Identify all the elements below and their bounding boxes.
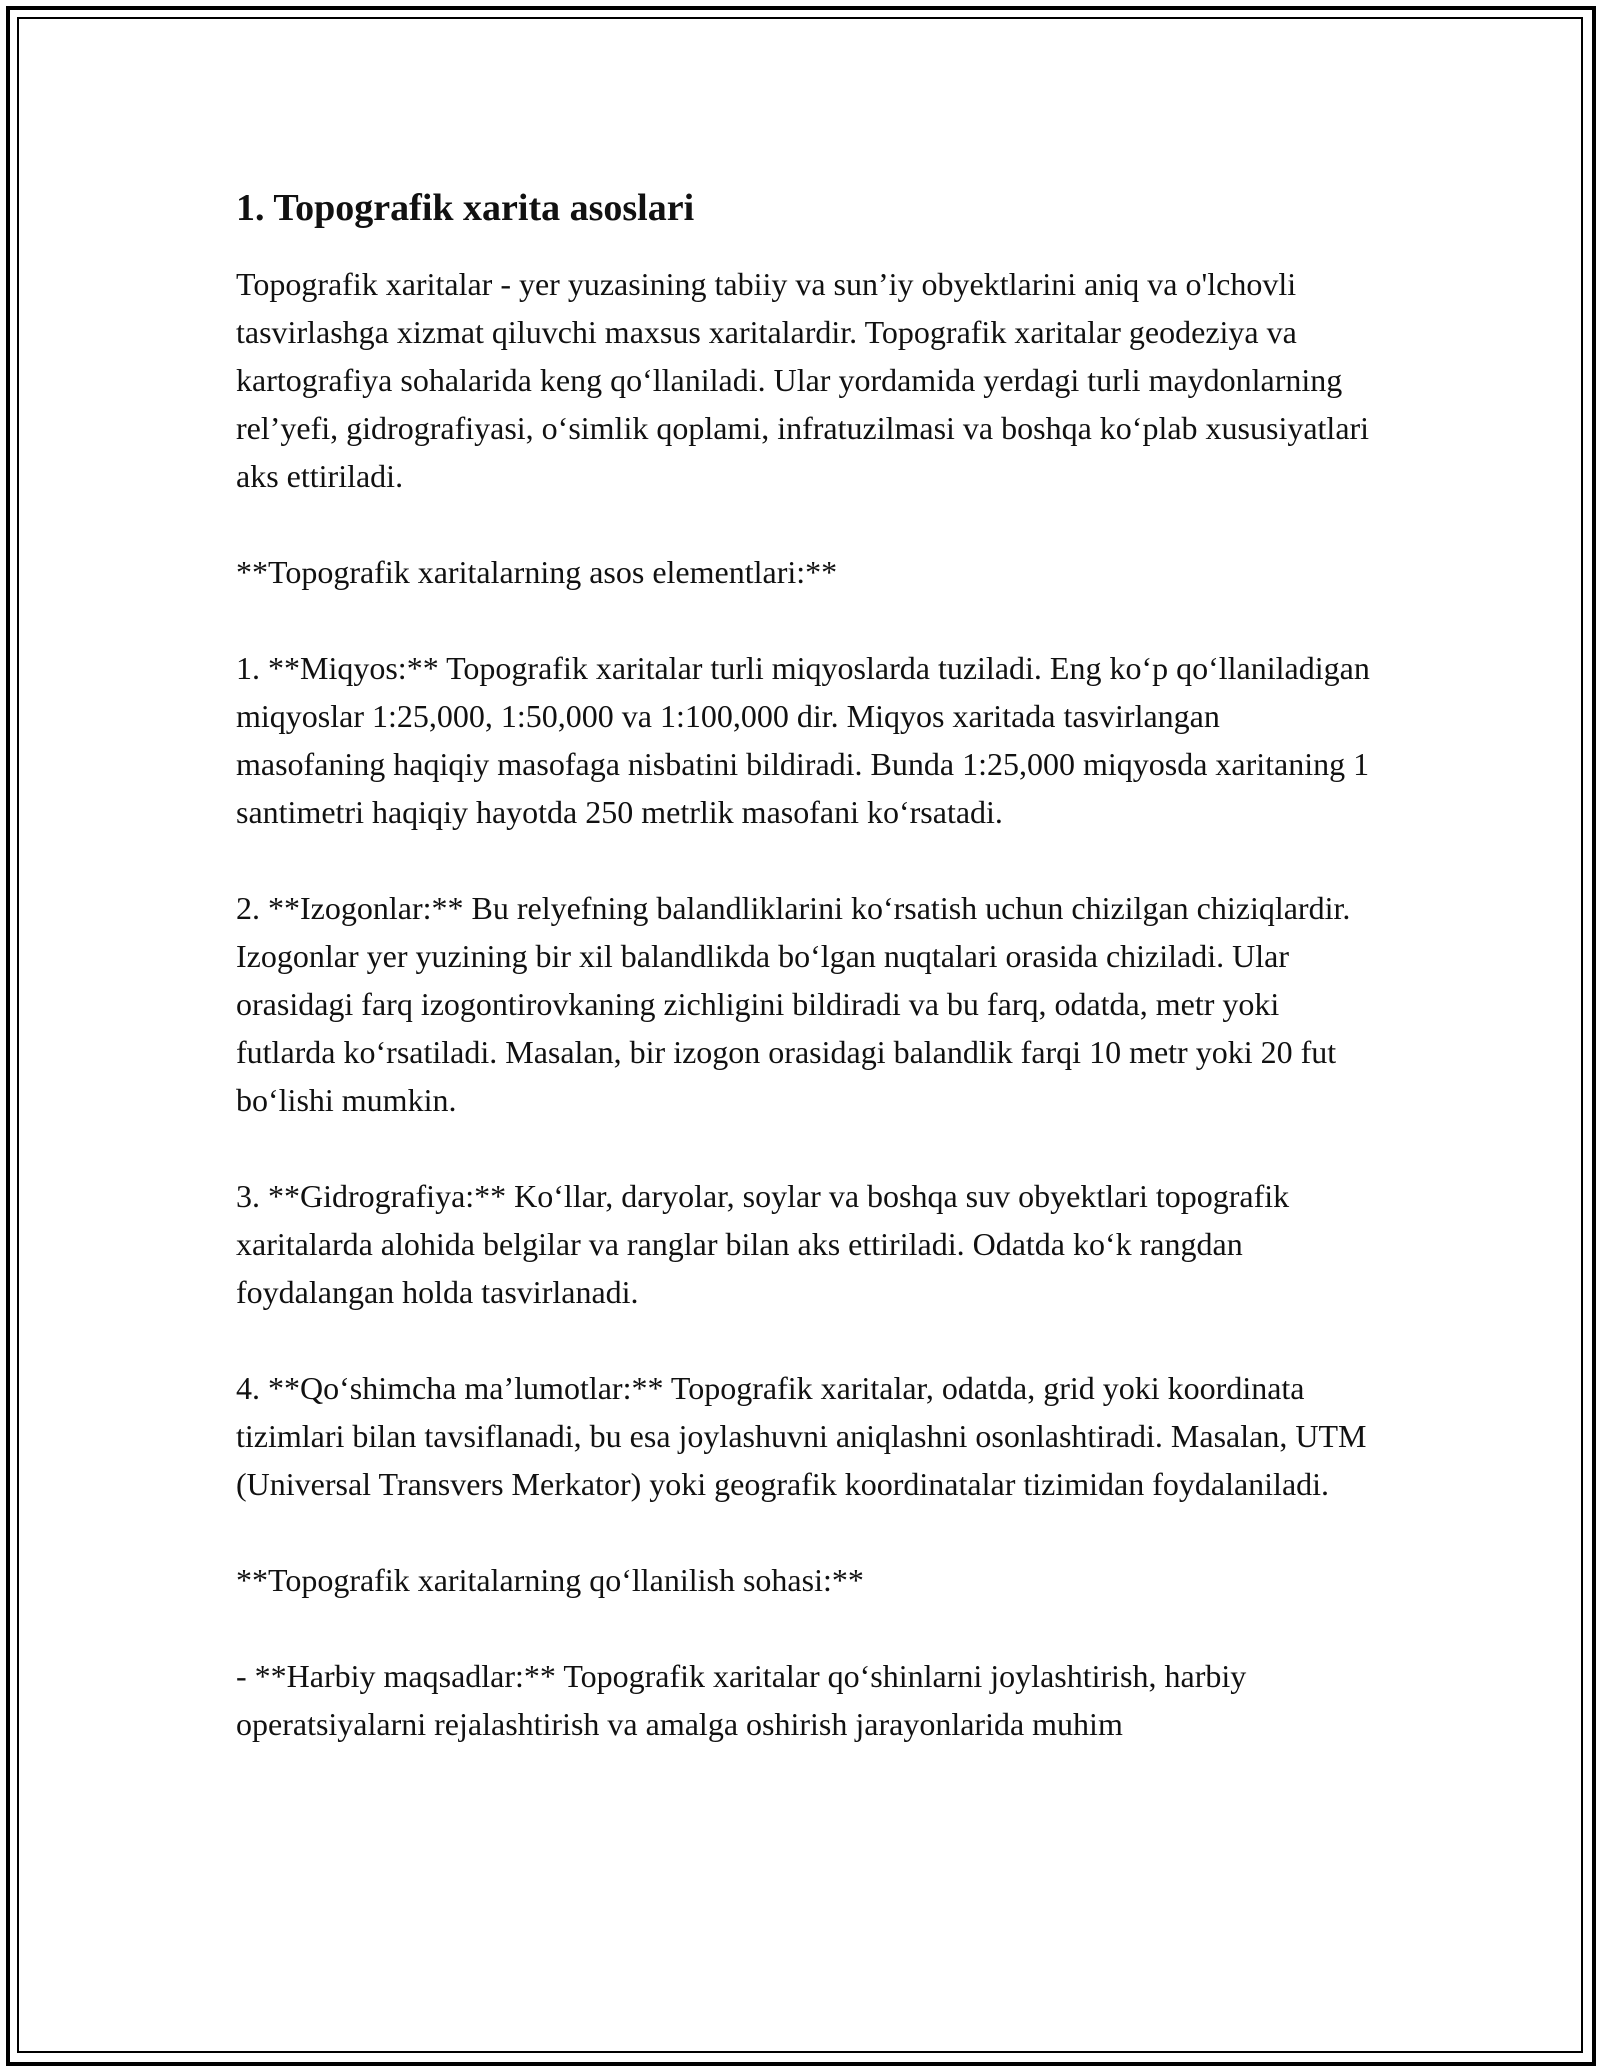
item-scale-paragraph: 1. **Miqyos:** Topografik xaritalar turli miqyoslarda tuziladi. Eng ko‘p qo‘llaniladigan miqyoslar 1:25,000, 1:50,000 va 1:100,000 dir. Miqyos xaritada tasvirlangan masofaning haqiqiy masofaga nisbatini bildiradi. Bunda 1:25,000 miqyosda xaritaning 1 santimetri haqiqiy hayotda 250 metrlik masofani ko‘rsatadi. — [236, 650, 1370, 830]
usage-heading: **Topografik xaritalarning qo‘llanilish sohasi:** — [236, 1562, 864, 1598]
elements-heading: **Topografik xaritalarning asos elementlari:** — [236, 554, 838, 590]
item-contours-paragraph: 2. **Izogonlar:** Bu relyefning balandliklarini ko‘rsatish uchun chizilgan chiziqlardir. Izogonlar yer yuzining bir xil balandlikda bo‘lgan nuqtalari orasida chiziladi. Ular orasidagi farq izogontirovkaning zichligini bildiradi va bu farq, odatda, metr yoki futlarda ko‘rsatiladi. Masalan, bir izogon orasidagi balandlik farqi 10 metr yoki 20 fut bo‘lishi mumkin. — [236, 890, 1351, 1118]
item-additional-info-paragraph: 4. **Qo‘shimcha ma’lumotlar:** Topografik xaritalar, odatda, grid yoki koordinata tizimlari bilan tavsiflanadi, bu esa joylashuvni aniqlashni osonlashtiradi. Masalan, UTM (Universal Transvers Merkator) yoki geografik koordinatalar tizimidan foydalaniladi. — [236, 1370, 1367, 1502]
document-body — [236, 184, 1376, 1748]
intro-paragraph: Topografik xaritalar - yer yuzasining tabiiy va sun’iy obyektlarini aniq va o'lchovli tasvirlashga xizmat qiluvchi maxsus xaritalardir. Topografik xaritalar geodeziya va kartografiya sohalarida keng qo‘llaniladi. Ular yordamida yerdagi turli maydonlarning rel’yefi, gidrografiyasi, o‘simlik qoplami, infratuzilmasi va boshqa ko‘plab xususiyatlari aks ettiriladi. — [236, 266, 1370, 494]
item-hydrography-paragraph: 3. **Gidrografiya:** Ko‘llar, daryolar, soylar va boshqa suv obyektlari topografik xaritalarda alohida belgilar va ranglar bilan aks ettiriladi. Odatda ko‘k rangdan foydalangan holda tasvirlanadi. — [236, 1178, 1290, 1310]
section-title: 1. Topografik xarita asoslari — [236, 187, 695, 229]
usage-military-paragraph: - **Harbiy maqsadlar:** Topografik xaritalar qo‘shinlarni joylashtirish, harbiy operatsiyalarni rejalashtirish va amalga oshirish jarayonlarida muhim — [236, 1658, 1247, 1742]
